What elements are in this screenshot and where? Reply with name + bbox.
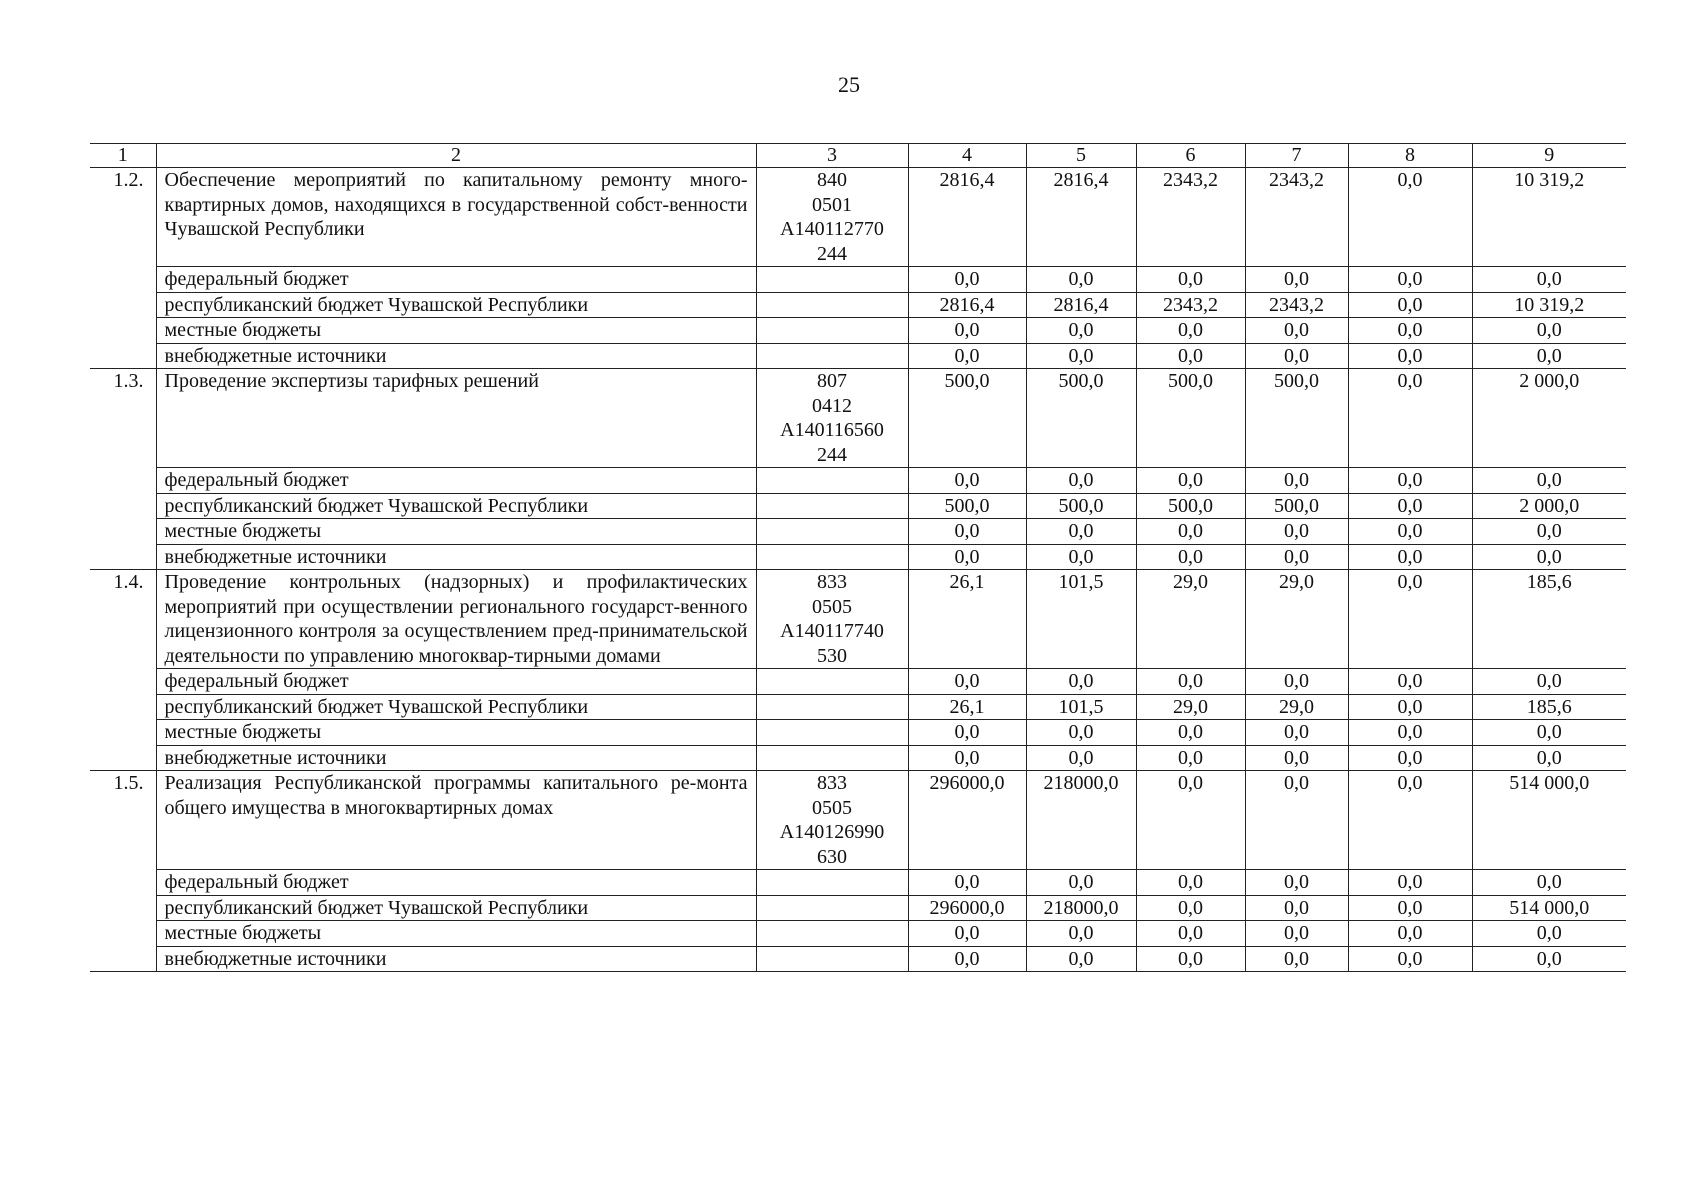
amount-cell: 0,0: [1472, 946, 1626, 972]
amount-cell: 0,0: [1136, 771, 1245, 870]
empty-code-cell: [756, 267, 908, 293]
amount-cell: 0,0: [1348, 771, 1472, 870]
funding-source-row: [90, 267, 1626, 293]
empty-code-cell: [756, 694, 908, 720]
funding-source-label: федеральный бюджет: [156, 669, 756, 695]
amount-cell: 0,0: [1472, 544, 1626, 570]
empty-code-cell: [756, 318, 908, 344]
empty-code-cell: [756, 343, 908, 369]
amount-cell: 500,0: [1136, 369, 1245, 468]
budget-code-line: 530: [817, 644, 847, 667]
section-row: [90, 570, 1626, 669]
empty-code-cell: [756, 946, 908, 972]
amount-cell: 0,0: [1245, 669, 1348, 695]
amount-cell: 0,0: [1348, 895, 1472, 921]
amount-cell: 0,0: [1136, 669, 1245, 695]
funding-source-label: республиканский бюджет Чувашской Республики: [156, 493, 756, 519]
amount-cell: 0,0: [1245, 468, 1348, 494]
amount-cell: 0,0: [1348, 318, 1472, 344]
funding-source-label: местные бюджеты: [156, 921, 756, 947]
amount-cell: 26,1: [908, 694, 1026, 720]
funding-source-row: [90, 669, 1626, 695]
amount-cell: 0,0: [908, 468, 1026, 494]
funding-source-row: [90, 519, 1626, 545]
funding-source-row: [90, 468, 1626, 494]
funding-source-row: [90, 946, 1626, 972]
amount-cell: 500,0: [1245, 369, 1348, 468]
amount-cell: 0,0: [1026, 669, 1136, 695]
amount-cell: 0,0: [1472, 468, 1626, 494]
empty-code-cell: [756, 544, 908, 570]
funding-source-label: республиканский бюджет Чувашской Республики: [156, 694, 756, 720]
amount-cell: 0,0: [1136, 720, 1245, 746]
amount-cell: 29,0: [1136, 694, 1245, 720]
amount-cell: 0,0: [1472, 870, 1626, 896]
amount-cell: 500,0: [908, 493, 1026, 519]
amount-cell: 218000,0: [1026, 895, 1136, 921]
funding-source-row: [90, 318, 1626, 344]
amount-cell: 0,0: [1026, 343, 1136, 369]
amount-cell: 500,0: [1136, 493, 1245, 519]
amount-cell: 29,0: [1245, 694, 1348, 720]
amount-cell: 0,0: [1472, 669, 1626, 695]
amount-cell: 0,0: [1472, 745, 1626, 771]
amount-cell: 0,0: [1136, 519, 1245, 545]
amount-cell: 0,0: [1348, 694, 1472, 720]
budget-code: [756, 771, 908, 870]
amount-cell: 500,0: [1245, 493, 1348, 519]
section-row: [90, 771, 1626, 870]
amount-cell: 2343,2: [1245, 292, 1348, 318]
amount-cell: 0,0: [1348, 369, 1472, 468]
amount-cell: 0,0: [1472, 720, 1626, 746]
funding-source-label: федеральный бюджет: [156, 468, 756, 494]
amount-cell: 0,0: [1136, 870, 1245, 896]
amount-cell: 0,0: [1245, 519, 1348, 545]
section-title: Реализация Республиканской программы капитального ре-монта общего имущества в многоквартирных домах: [156, 771, 756, 870]
amount-cell: 0,0: [1348, 519, 1472, 545]
budget-code: [756, 369, 908, 468]
funding-source-label: внебюджетные источники: [156, 745, 756, 771]
amount-cell: 0,0: [1245, 921, 1348, 947]
amount-cell: 0,0: [1026, 921, 1136, 947]
funding-source-label: внебюджетные источники: [156, 946, 756, 972]
amount-cell: 0,0: [1472, 318, 1626, 344]
funding-source-label: федеральный бюджет: [156, 267, 756, 293]
amount-cell: 500,0: [908, 369, 1026, 468]
section-number: 1.5.: [90, 771, 156, 972]
section-title: Обеспечение мероприятий по капитальному ремонту много-квартирных домов, находящихся в государственной собст-венности Чувашской Республики: [156, 168, 756, 267]
funding-source-label: местные бюджеты: [156, 519, 756, 545]
funding-source-row: [90, 292, 1626, 318]
funding-source-row: [90, 343, 1626, 369]
amount-cell: 2816,4: [908, 292, 1026, 318]
budget-code-line: 0505: [812, 595, 852, 618]
amount-cell: 0,0: [1472, 921, 1626, 947]
section-number: 1.3.: [90, 369, 156, 570]
amount-cell: 101,5: [1026, 570, 1136, 669]
amount-cell: 2816,4: [908, 168, 1026, 267]
amount-cell: 0,0: [1245, 343, 1348, 369]
empty-code-cell: [756, 921, 908, 947]
empty-code-cell: [756, 519, 908, 545]
amount-cell: 0,0: [908, 720, 1026, 746]
amount-cell: 0,0: [1245, 720, 1348, 746]
empty-code-cell: [756, 745, 908, 771]
funding-source-label: местные бюджеты: [156, 318, 756, 344]
column-header: 7: [1245, 144, 1348, 168]
amount-cell: 0,0: [1136, 895, 1245, 921]
amount-cell: 0,0: [908, 544, 1026, 570]
amount-cell: 0,0: [908, 343, 1026, 369]
funding-source-label: внебюджетные источники: [156, 544, 756, 570]
budget-code-line: 840: [817, 169, 847, 191]
section-number: 1.2.: [90, 168, 156, 369]
budget-code-line: А140112770: [780, 218, 884, 240]
amount-cell: 0,0: [908, 267, 1026, 293]
amount-cell: 0,0: [1026, 519, 1136, 545]
funding-source-row: [90, 745, 1626, 771]
amount-cell: 218000,0: [1026, 771, 1136, 870]
empty-code-cell: [756, 720, 908, 746]
budget-code-line: 807: [817, 370, 847, 392]
budget-code-line: 630: [817, 845, 847, 868]
column-header: 6: [1136, 144, 1245, 168]
amount-cell: 0,0: [1348, 292, 1472, 318]
amount-cell: 296000,0: [908, 771, 1026, 870]
funding-source-label: республиканский бюджет Чувашской Республики: [156, 895, 756, 921]
funding-source-label: федеральный бюджет: [156, 870, 756, 896]
budget-code-line: А140126990: [779, 821, 885, 843]
section-title: Проведение контрольных (надзорных) и профилактических мероприятий при осуществлении регионального государст-венного лицензионного контроля за осуществлением пред-принимательской деятельности по управлению многоквар-тирными домами: [156, 570, 756, 669]
amount-cell: 0,0: [1136, 946, 1245, 972]
amount-cell: 0,0: [1348, 720, 1472, 746]
amount-cell: 0,0: [1348, 544, 1472, 570]
amount-cell: 2 000,0: [1472, 369, 1626, 468]
amount-cell: 0,0: [1026, 544, 1136, 570]
amount-cell: 514 000,0: [1472, 895, 1626, 921]
amount-cell: 0,0: [1348, 921, 1472, 947]
empty-code-cell: [756, 870, 908, 896]
amount-cell: 0,0: [1245, 745, 1348, 771]
amount-cell: 0,0: [1245, 946, 1348, 972]
column-header: 8: [1348, 144, 1472, 168]
amount-cell: 0,0: [1245, 771, 1348, 870]
amount-cell: 0,0: [1348, 669, 1472, 695]
budget-code-line: А140116560: [780, 419, 884, 441]
amount-cell: 500,0: [1026, 369, 1136, 468]
amount-cell: 0,0: [1026, 720, 1136, 746]
amount-cell: 2816,4: [1026, 168, 1136, 267]
amount-cell: 0,0: [1245, 895, 1348, 921]
amount-cell: 2343,2: [1136, 292, 1245, 318]
amount-cell: 0,0: [1348, 493, 1472, 519]
amount-cell: 0,0: [1348, 570, 1472, 669]
page-number: 25: [838, 72, 860, 97]
amount-cell: 0,0: [1472, 267, 1626, 293]
funding-source-label: местные бюджеты: [156, 720, 756, 746]
column-header: 2: [156, 144, 756, 168]
funding-source-label: республиканский бюджет Чувашской Республики: [156, 292, 756, 318]
funding-source-row: [90, 870, 1626, 896]
section-row: [90, 168, 1626, 267]
amount-cell: 0,0: [1348, 168, 1472, 267]
amount-cell: 0,0: [1348, 267, 1472, 293]
amount-cell: 0,0: [1136, 921, 1245, 947]
funding-source-label: внебюджетные источники: [156, 343, 756, 369]
budget-code: [756, 570, 908, 669]
budget-code-line: 833: [817, 772, 847, 794]
funding-source-row: [90, 921, 1626, 947]
empty-code-cell: [756, 493, 908, 519]
amount-cell: 0,0: [1026, 946, 1136, 972]
column-header: 5: [1026, 144, 1136, 168]
amount-cell: 0,0: [1245, 544, 1348, 570]
budget-code-line: 0412: [812, 394, 852, 417]
budget-code-line: 833: [817, 571, 847, 593]
section-row: [90, 369, 1626, 468]
amount-cell: 514 000,0: [1472, 771, 1626, 870]
amount-cell: 0,0: [908, 519, 1026, 545]
amount-cell: 0,0: [1136, 318, 1245, 344]
amount-cell: 0,0: [1348, 745, 1472, 771]
empty-code-cell: [756, 292, 908, 318]
amount-cell: 500,0: [1026, 493, 1136, 519]
amount-cell: 0,0: [1348, 468, 1472, 494]
section-number: 1.4.: [90, 570, 156, 771]
amount-cell: 0,0: [1026, 745, 1136, 771]
amount-cell: 0,0: [908, 745, 1026, 771]
amount-cell: 0,0: [1348, 870, 1472, 896]
empty-code-cell: [756, 669, 908, 695]
amount-cell: 0,0: [908, 921, 1026, 947]
amount-cell: 29,0: [1136, 570, 1245, 669]
amount-cell: 0,0: [1136, 544, 1245, 570]
section-title: Проведение экспертизы тарифных решений: [156, 369, 756, 468]
amount-cell: 0,0: [1245, 267, 1348, 293]
column-header: 3: [756, 144, 908, 168]
amount-cell: 0,0: [1026, 267, 1136, 293]
funding-source-row: [90, 544, 1626, 570]
funding-source-row: [90, 694, 1626, 720]
amount-cell: 10 319,2: [1472, 292, 1626, 318]
amount-cell: 0,0: [1136, 745, 1245, 771]
funding-source-row: [90, 895, 1626, 921]
amount-cell: 0,0: [1026, 468, 1136, 494]
amount-cell: 0,0: [1136, 343, 1245, 369]
amount-cell: 0,0: [1136, 468, 1245, 494]
amount-cell: 0,0: [1348, 946, 1472, 972]
amount-cell: 0,0: [1026, 870, 1136, 896]
amount-cell: 10 319,2: [1472, 168, 1626, 267]
column-header: 9: [1472, 144, 1626, 168]
column-header: 4: [908, 144, 1026, 168]
amount-cell: 2343,2: [1136, 168, 1245, 267]
amount-cell: 0,0: [1245, 870, 1348, 896]
amount-cell: 0,0: [908, 946, 1026, 972]
amount-cell: 0,0: [908, 318, 1026, 344]
amount-cell: 185,6: [1472, 570, 1626, 669]
budget-code-line: 0501: [812, 193, 852, 216]
amount-cell: 0,0: [908, 870, 1026, 896]
funding-source-row: [90, 720, 1626, 746]
budget-code-line: 244: [817, 443, 847, 466]
empty-code-cell: [756, 895, 908, 921]
amount-cell: 2816,4: [1026, 292, 1136, 318]
amount-cell: 26,1: [908, 570, 1026, 669]
amount-cell: 2343,2: [1245, 168, 1348, 267]
amount-cell: 185,6: [1472, 694, 1626, 720]
amount-cell: 2 000,0: [1472, 493, 1626, 519]
budget-table: [90, 143, 1626, 972]
amount-cell: 0,0: [1472, 519, 1626, 545]
budget-code-line: 244: [817, 242, 847, 265]
empty-code-cell: [756, 468, 908, 494]
amount-cell: 101,5: [1026, 694, 1136, 720]
amount-cell: 0,0: [908, 669, 1026, 695]
budget-code: [756, 168, 908, 267]
amount-cell: 0,0: [1026, 318, 1136, 344]
amount-cell: 296000,0: [908, 895, 1026, 921]
amount-cell: 0,0: [1136, 267, 1245, 293]
amount-cell: 0,0: [1472, 343, 1626, 369]
budget-code-line: 0505: [812, 796, 852, 819]
column-header: 1: [90, 144, 156, 168]
amount-cell: 0,0: [1348, 343, 1472, 369]
budget-code-line: А140117740: [780, 620, 884, 642]
amount-cell: 0,0: [1245, 318, 1348, 344]
header-row: [90, 144, 1626, 168]
funding-source-row: [90, 493, 1626, 519]
amount-cell: 29,0: [1245, 570, 1348, 669]
